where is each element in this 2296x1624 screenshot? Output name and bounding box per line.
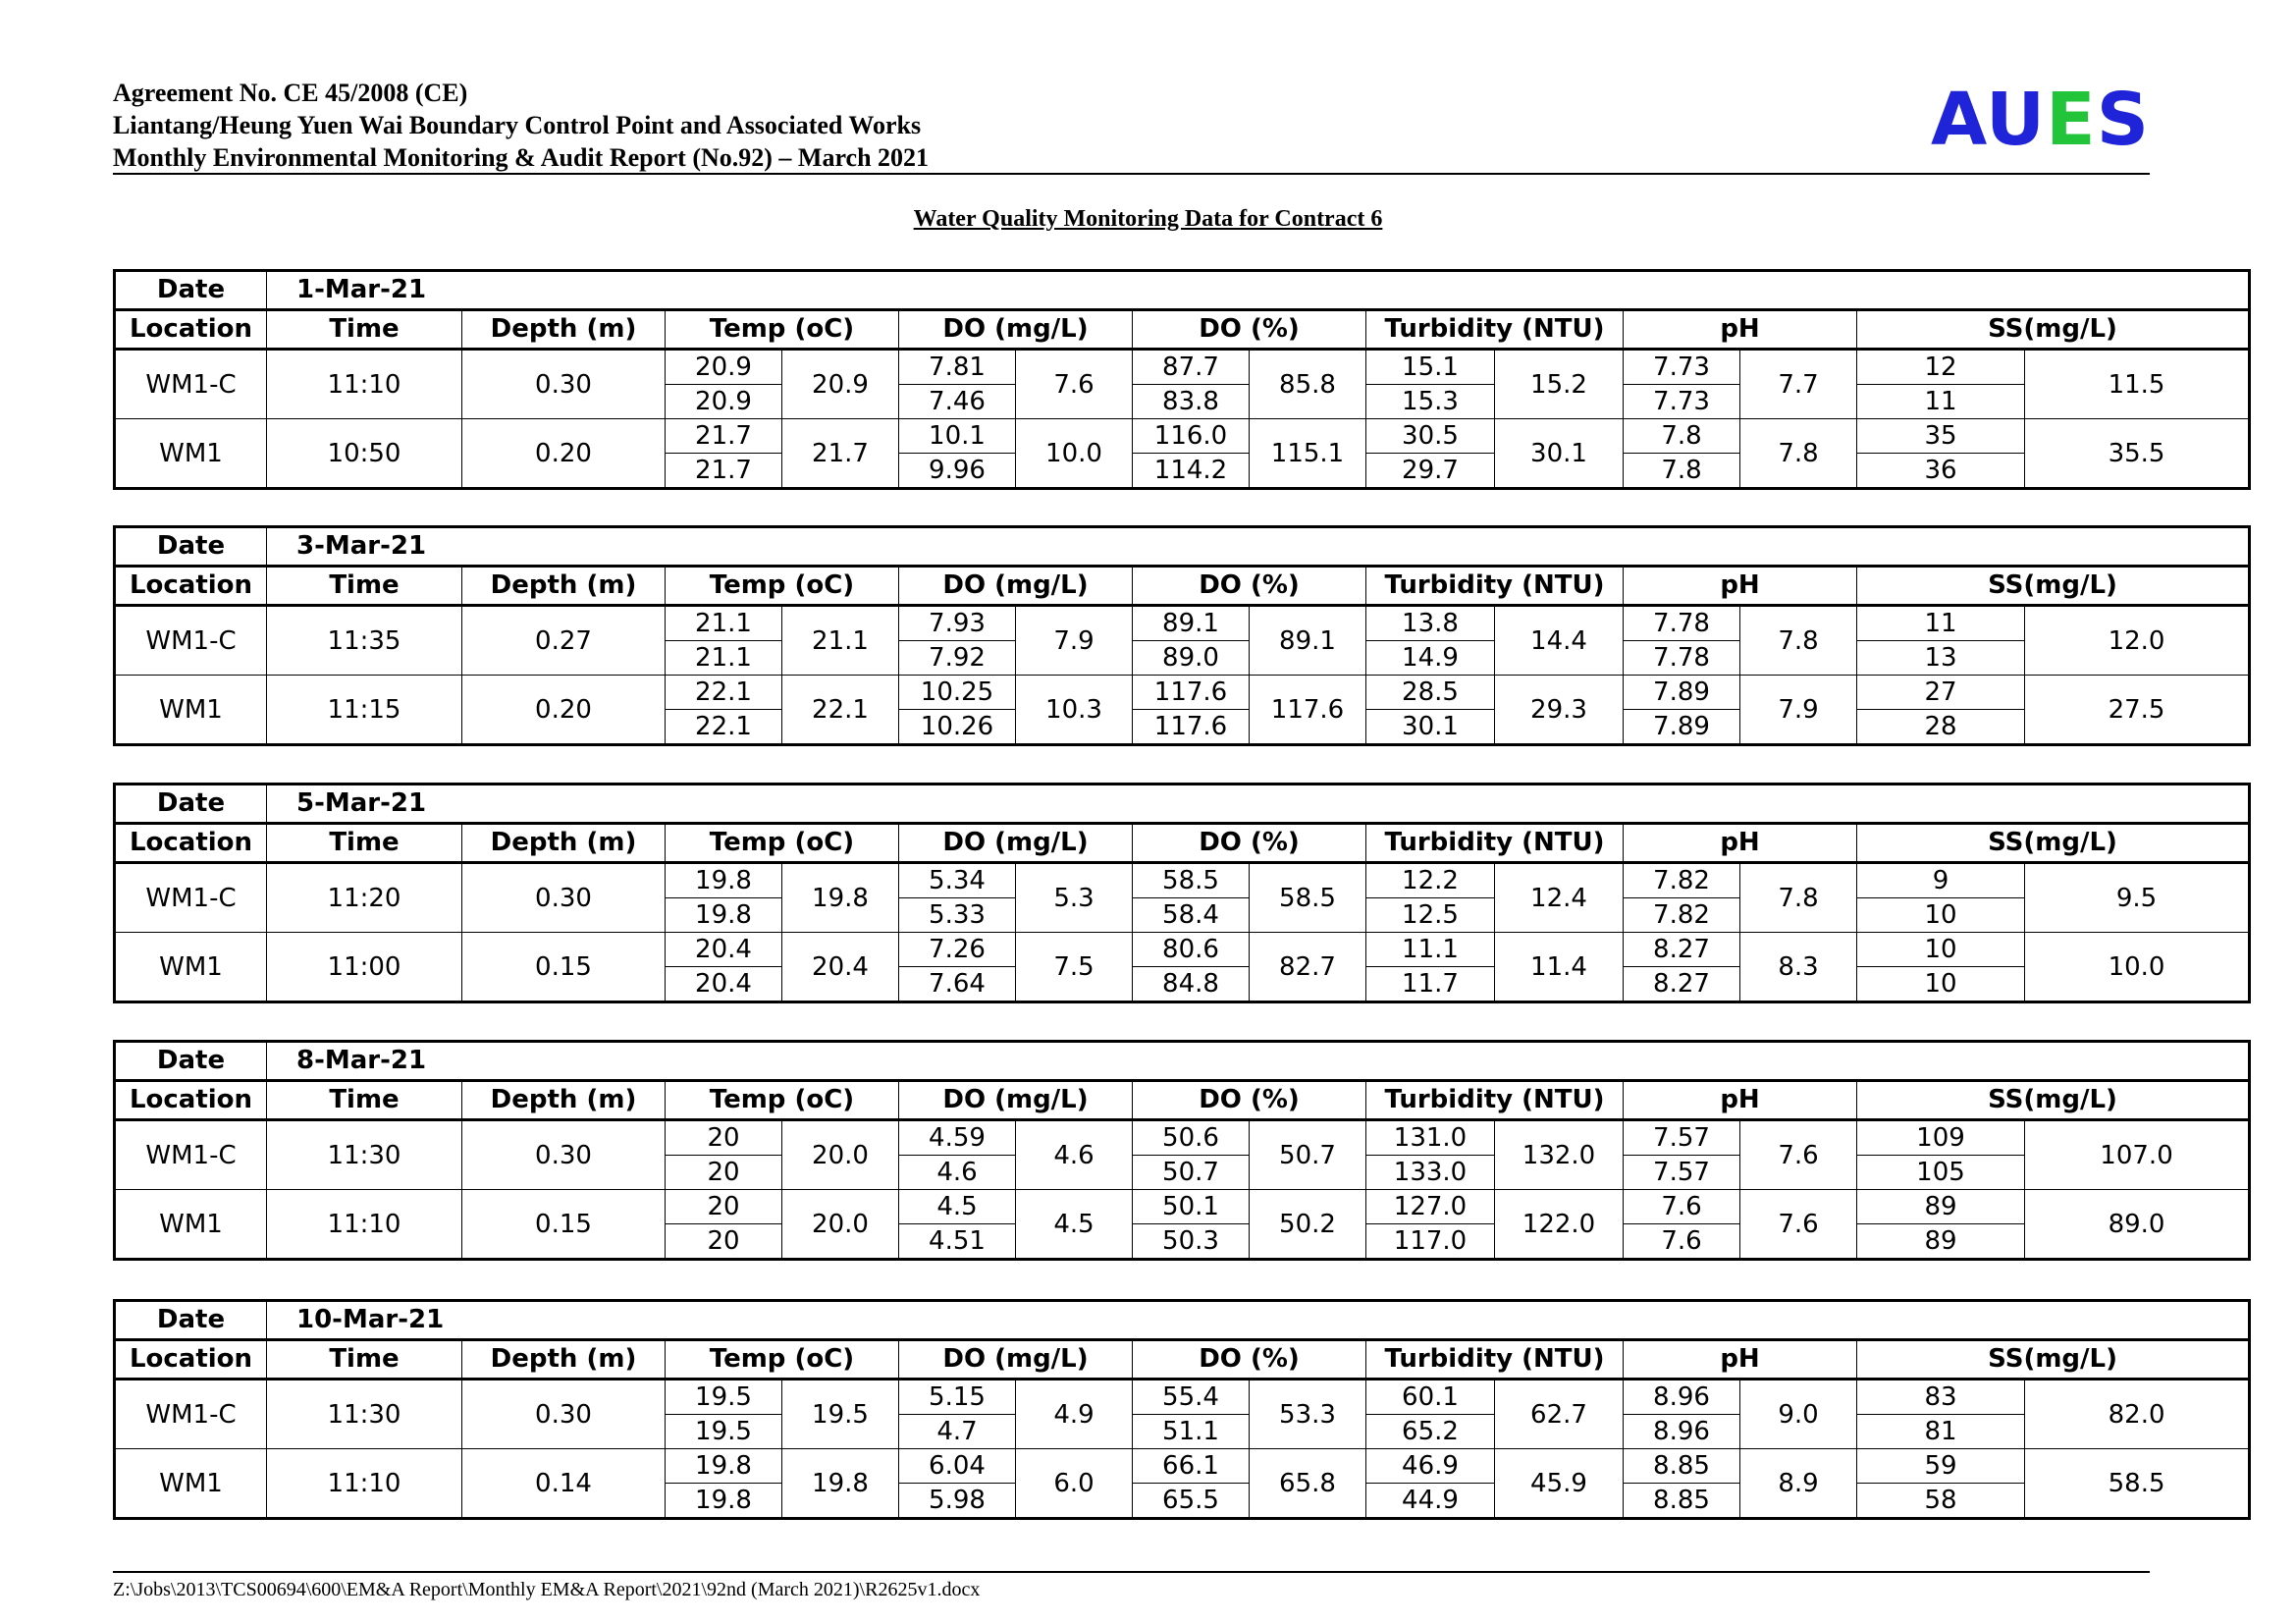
date-value: 10-Mar-21 [267,1301,2250,1340]
ph-reading: 7.73 [1624,385,1740,419]
ss-average: 9.5 [2025,863,2250,933]
do-mgl-reading: 5.34 [899,863,1016,898]
ph-reading: 7.89 [1624,676,1740,710]
turbidity-average: 30.1 [1495,419,1624,489]
turbidity-average: 132.0 [1495,1120,1624,1190]
do-pct-average: 50.2 [1250,1190,1366,1260]
temp-header: Temp (oC) [666,824,899,863]
do-pct-reading: 84.8 [1133,967,1250,1002]
location-cell: WM1-C [115,350,267,419]
ss-reading: 35 [1857,419,2025,454]
ph-reading: 7.8 [1624,454,1740,489]
do-pct-reading: 58.4 [1133,898,1250,933]
depth-cell: 0.15 [462,933,666,1002]
do-pct-reading: 50.1 [1133,1190,1250,1224]
report-name: Monthly Environmental Monitoring & Audit Report (No.92) – March 2021 [113,143,930,172]
temp-average: 19.8 [782,1449,899,1519]
turbidity-header: Turbidity (NTU) [1366,824,1624,863]
turbidity-reading: 28.5 [1366,676,1495,710]
ph-header: pH [1624,567,1857,606]
do-mgl-header: DO (mg/L) [899,1081,1133,1120]
table-row [115,1190,2250,1224]
ss-reading: 83 [1857,1380,2025,1415]
depth-cell: 0.20 [462,419,666,489]
table-row [115,1449,2250,1484]
date-value: 3-Mar-21 [267,527,2250,567]
do-pct-reading: 117.6 [1133,676,1250,710]
monitoring-table [113,1299,2251,1520]
temp-reading: 20 [666,1190,782,1224]
temp-average: 19.8 [782,863,899,933]
ss-reading: 59 [1857,1449,2025,1484]
temp-average: 19.5 [782,1380,899,1449]
ph-reading: 7.57 [1624,1156,1740,1190]
turbidity-reading: 12.2 [1366,863,1495,898]
do-mgl-reading: 10.1 [899,419,1016,454]
depth-cell: 0.30 [462,863,666,933]
ph-reading: 7.8 [1624,419,1740,454]
turbidity-header: Turbidity (NTU) [1366,567,1624,606]
temp-header: Temp (oC) [666,1340,899,1380]
do-mgl-reading: 4.59 [899,1120,1016,1156]
turbidity-reading: 15.3 [1366,385,1495,419]
do-pct-reading: 80.6 [1133,933,1250,967]
do-pct-reading: 87.7 [1133,350,1250,385]
ss-average: 107.0 [2025,1120,2250,1190]
do-mgl-average: 4.9 [1016,1380,1133,1449]
ph-reading: 7.78 [1624,641,1740,676]
temp-average: 21.7 [782,419,899,489]
ss-average: 27.5 [2025,676,2250,745]
turbidity-reading: 11.7 [1366,967,1495,1002]
ss-reading: 36 [1857,454,2025,489]
ph-average: 7.8 [1740,863,1857,933]
turbidity-reading: 30.5 [1366,419,1495,454]
turbidity-header: Turbidity (NTU) [1366,1340,1624,1380]
ph-reading: 7.78 [1624,606,1740,641]
do-mgl-reading: 10.26 [899,710,1016,745]
temp-reading: 21.1 [666,641,782,676]
turbidity-reading: 131.0 [1366,1120,1495,1156]
table-row [115,606,2250,641]
turbidity-reading: 14.9 [1366,641,1495,676]
do-mgl-reading: 7.92 [899,641,1016,676]
location-cell: WM1-C [115,863,267,933]
ph-average: 7.9 [1740,676,1857,745]
temp-reading: 20.4 [666,967,782,1002]
table-row [115,863,2250,898]
temp-reading: 20 [666,1120,782,1156]
location-cell: WM1 [115,1449,267,1519]
temp-header: Temp (oC) [666,1081,899,1120]
ph-average: 9.0 [1740,1380,1857,1449]
depth-cell: 0.15 [462,1190,666,1260]
time-cell: 11:10 [267,1449,462,1519]
turbidity-average: 122.0 [1495,1190,1624,1260]
file-path-footer: Z:\Jobs\2013\TCS00694\600\EM&A Report\Monthly EM&A Report\2021\92nd (March 2021)\R2625v1.docx [113,1571,2150,1601]
ph-reading: 8.27 [1624,933,1740,967]
monitoring-table [113,525,2251,746]
time-header: Time [267,824,462,863]
do-pct-average: 65.8 [1250,1449,1366,1519]
location-cell: WM1 [115,419,267,489]
depth-header: Depth (m) [462,310,666,350]
ss-header: SS(mg/L) [1857,567,2250,606]
do-pct-average: 115.1 [1250,419,1366,489]
time-cell: 11:15 [267,676,462,745]
turbidity-average: 45.9 [1495,1449,1624,1519]
ss-average: 82.0 [2025,1380,2250,1449]
time-cell: 11:10 [267,1190,462,1260]
temp-reading: 20.9 [666,350,782,385]
temp-reading: 19.8 [666,1449,782,1484]
do-pct-header: DO (%) [1133,824,1366,863]
ph-reading: 7.6 [1624,1190,1740,1224]
depth-cell: 0.30 [462,350,666,419]
table-row [115,676,2250,710]
do-pct-reading: 50.7 [1133,1156,1250,1190]
time-header: Time [267,567,462,606]
date-label: Date [115,271,267,310]
do-pct-reading: 89.1 [1133,606,1250,641]
table-row [115,1120,2250,1156]
depth-header: Depth (m) [462,1081,666,1120]
time-header: Time [267,1081,462,1120]
temp-header: Temp (oC) [666,567,899,606]
do-mgl-reading: 7.46 [899,385,1016,419]
time-cell: 11:30 [267,1120,462,1190]
do-mgl-header: DO (mg/L) [899,567,1133,606]
ss-average: 10.0 [2025,933,2250,1002]
do-mgl-average: 10.0 [1016,419,1133,489]
ss-average: 89.0 [2025,1190,2250,1260]
ss-average: 35.5 [2025,419,2250,489]
temp-average: 22.1 [782,676,899,745]
ph-reading: 7.57 [1624,1120,1740,1156]
depth-cell: 0.14 [462,1449,666,1519]
depth-header: Depth (m) [462,1340,666,1380]
ph-average: 7.7 [1740,350,1857,419]
temp-reading: 19.8 [666,1484,782,1519]
do-pct-reading: 65.5 [1133,1484,1250,1519]
do-pct-header: DO (%) [1133,567,1366,606]
turbidity-reading: 12.5 [1366,898,1495,933]
turbidity-reading: 30.1 [1366,710,1495,745]
table-row [115,419,2250,454]
date-label: Date [115,527,267,567]
table-row [115,350,2250,385]
do-pct-average: 58.5 [1250,863,1366,933]
turbidity-reading: 60.1 [1366,1380,1495,1415]
ph-reading: 8.85 [1624,1449,1740,1484]
ss-header: SS(mg/L) [1857,824,2250,863]
project-name: Liantang/Heung Yuen Wai Boundary Control Point and Associated Works [113,111,922,139]
turbidity-reading: 29.7 [1366,454,1495,489]
do-pct-reading: 114.2 [1133,454,1250,489]
ss-reading: 10 [1857,933,2025,967]
monitoring-table [113,1040,2251,1261]
ph-header: pH [1624,1081,1857,1120]
ph-reading: 7.6 [1624,1224,1740,1260]
turbidity-header: Turbidity (NTU) [1366,310,1624,350]
do-mgl-reading: 6.04 [899,1449,1016,1484]
do-mgl-reading: 9.96 [899,454,1016,489]
do-mgl-reading: 5.15 [899,1380,1016,1415]
do-pct-header: DO (%) [1133,1081,1366,1120]
ss-reading: 89 [1857,1190,2025,1224]
temp-average: 20.0 [782,1190,899,1260]
ss-reading: 81 [1857,1415,2025,1449]
ss-average: 12.0 [2025,606,2250,676]
date-label: Date [115,1042,267,1081]
do-mgl-reading: 4.6 [899,1156,1016,1190]
ss-reading: 11 [1857,385,2025,419]
do-mgl-reading: 5.98 [899,1484,1016,1519]
location-header: Location [115,1340,267,1380]
ss-reading: 11 [1857,606,2025,641]
location-cell: WM1-C [115,1380,267,1449]
do-pct-reading: 50.3 [1133,1224,1250,1260]
do-mgl-header: DO (mg/L) [899,824,1133,863]
turbidity-reading: 15.1 [1366,350,1495,385]
temp-reading: 22.1 [666,710,782,745]
date-value: 1-Mar-21 [267,271,2250,310]
do-pct-header: DO (%) [1133,310,1366,350]
turbidity-reading: 11.1 [1366,933,1495,967]
do-mgl-reading: 7.93 [899,606,1016,641]
temp-reading: 19.8 [666,898,782,933]
ss-reading: 28 [1857,710,2025,745]
monitoring-table [113,783,2251,1003]
do-mgl-average: 10.3 [1016,676,1133,745]
date-value: 8-Mar-21 [267,1042,2250,1081]
do-pct-average: 117.6 [1250,676,1366,745]
do-mgl-average: 7.6 [1016,350,1133,419]
do-mgl-reading: 4.51 [899,1224,1016,1260]
temp-header: Temp (oC) [666,310,899,350]
do-mgl-average: 5.3 [1016,863,1133,933]
temp-reading: 19.5 [666,1415,782,1449]
ss-reading: 9 [1857,863,2025,898]
temp-reading: 22.1 [666,676,782,710]
do-pct-reading: 50.6 [1133,1120,1250,1156]
time-cell: 11:00 [267,933,462,1002]
temp-average: 20.9 [782,350,899,419]
temp-average: 21.1 [782,606,899,676]
do-pct-average: 85.8 [1250,350,1366,419]
location-header: Location [115,567,267,606]
do-mgl-average: 4.6 [1016,1120,1133,1190]
time-cell: 11:20 [267,863,462,933]
depth-cell: 0.27 [462,606,666,676]
ss-reading: 109 [1857,1120,2025,1156]
do-mgl-average: 4.5 [1016,1190,1133,1260]
location-cell: WM1-C [115,1120,267,1190]
table-row [115,933,2250,967]
date-value: 5-Mar-21 [267,785,2250,824]
temp-average: 20.0 [782,1120,899,1190]
do-pct-reading: 89.0 [1133,641,1250,676]
do-mgl-reading: 4.7 [899,1415,1016,1449]
depth-header: Depth (m) [462,567,666,606]
turbidity-average: 62.7 [1495,1380,1624,1449]
ss-header: SS(mg/L) [1857,1081,2250,1120]
turbidity-average: 12.4 [1495,863,1624,933]
depth-header: Depth (m) [462,824,666,863]
ss-reading: 27 [1857,676,2025,710]
date-label: Date [115,1301,267,1340]
time-cell: 11:35 [267,606,462,676]
location-cell: WM1-C [115,606,267,676]
do-pct-reading: 66.1 [1133,1449,1250,1484]
ph-header: pH [1624,824,1857,863]
ss-reading: 89 [1857,1224,2025,1260]
turbidity-header: Turbidity (NTU) [1366,1081,1624,1120]
do-pct-reading: 83.8 [1133,385,1250,419]
temp-reading: 19.8 [666,863,782,898]
turbidity-reading: 117.0 [1366,1224,1495,1260]
location-cell: WM1 [115,933,267,1002]
do-pct-reading: 55.4 [1133,1380,1250,1415]
ss-average: 58.5 [2025,1449,2250,1519]
ph-average: 7.6 [1740,1190,1857,1260]
depth-cell: 0.20 [462,676,666,745]
page-title: Water Quality Monitoring Data for Contract 6 [913,206,1383,232]
location-header: Location [115,310,267,350]
do-pct-header: DO (%) [1133,1340,1366,1380]
do-pct-average: 53.3 [1250,1380,1366,1449]
turbidity-average: 11.4 [1495,933,1624,1002]
do-mgl-reading: 7.26 [899,933,1016,967]
location-cell: WM1 [115,676,267,745]
ph-average: 8.9 [1740,1449,1857,1519]
depth-cell: 0.30 [462,1380,666,1449]
do-mgl-header: DO (mg/L) [899,1340,1133,1380]
ss-reading: 13 [1857,641,2025,676]
turbidity-average: 14.4 [1495,606,1624,676]
header-rule [113,173,2150,175]
turbidity-average: 29.3 [1495,676,1624,745]
do-pct-reading: 51.1 [1133,1415,1250,1449]
agreement-number: Agreement No. CE 45/2008 (CE) [113,79,468,107]
temp-reading: 20 [666,1224,782,1260]
report-header [113,77,2150,174]
ph-reading: 7.82 [1624,898,1740,933]
turbidity-reading: 127.0 [1366,1190,1495,1224]
do-mgl-average: 6.0 [1016,1449,1133,1519]
temp-reading: 20.9 [666,385,782,419]
ph-reading: 7.89 [1624,710,1740,745]
ss-header: SS(mg/L) [1857,1340,2250,1380]
ss-reading: 10 [1857,967,2025,1002]
do-mgl-average: 7.9 [1016,606,1133,676]
do-pct-reading: 117.6 [1133,710,1250,745]
time-cell: 11:30 [267,1380,462,1449]
ph-average: 8.3 [1740,933,1857,1002]
ph-reading: 8.27 [1624,967,1740,1002]
turbidity-average: 15.2 [1495,350,1624,419]
do-pct-average: 89.1 [1250,606,1366,676]
ph-reading: 7.73 [1624,350,1740,385]
temp-average: 20.4 [782,933,899,1002]
location-header: Location [115,1081,267,1120]
ph-average: 7.6 [1740,1120,1857,1190]
time-header: Time [267,310,462,350]
ss-reading: 105 [1857,1156,2025,1190]
time-cell: 11:10 [267,350,462,419]
turbidity-reading: 44.9 [1366,1484,1495,1519]
do-mgl-reading: 5.33 [899,898,1016,933]
temp-reading: 20.4 [666,933,782,967]
turbidity-reading: 46.9 [1366,1449,1495,1484]
ss-reading: 58 [1857,1484,2025,1519]
table-row [115,1380,2250,1415]
turbidity-reading: 13.8 [1366,606,1495,641]
location-cell: WM1 [115,1190,267,1260]
do-mgl-reading: 4.5 [899,1190,1016,1224]
ph-average: 7.8 [1740,606,1857,676]
do-pct-average: 82.7 [1250,933,1366,1002]
do-mgl-header: DO (mg/L) [899,310,1133,350]
time-cell: 10:50 [267,419,462,489]
temp-reading: 19.5 [666,1380,782,1415]
location-header: Location [115,824,267,863]
do-mgl-reading: 7.81 [899,350,1016,385]
date-label: Date [115,785,267,824]
time-header: Time [267,1340,462,1380]
do-mgl-reading: 7.64 [899,967,1016,1002]
turbidity-reading: 133.0 [1366,1156,1495,1190]
ph-header: pH [1624,1340,1857,1380]
temp-reading: 21.7 [666,419,782,454]
temp-reading: 20 [666,1156,782,1190]
temp-reading: 21.7 [666,454,782,489]
ph-reading: 7.82 [1624,863,1740,898]
do-mgl-reading: 10.25 [899,676,1016,710]
do-pct-reading: 58.5 [1133,863,1250,898]
do-pct-reading: 116.0 [1133,419,1250,454]
ss-header: SS(mg/L) [1857,310,2250,350]
ph-reading: 8.85 [1624,1484,1740,1519]
ph-reading: 8.96 [1624,1380,1740,1415]
temp-reading: 21.1 [666,606,782,641]
do-mgl-average: 7.5 [1016,933,1133,1002]
monitoring-table [113,269,2251,490]
ph-average: 7.8 [1740,419,1857,489]
aues-logo: AUES [1931,78,2150,162]
ph-reading: 8.96 [1624,1415,1740,1449]
depth-cell: 0.30 [462,1120,666,1190]
ss-reading: 10 [1857,898,2025,933]
do-pct-average: 50.7 [1250,1120,1366,1190]
ph-header: pH [1624,310,1857,350]
ss-average: 11.5 [2025,350,2250,419]
ss-reading: 12 [1857,350,2025,385]
turbidity-reading: 65.2 [1366,1415,1495,1449]
